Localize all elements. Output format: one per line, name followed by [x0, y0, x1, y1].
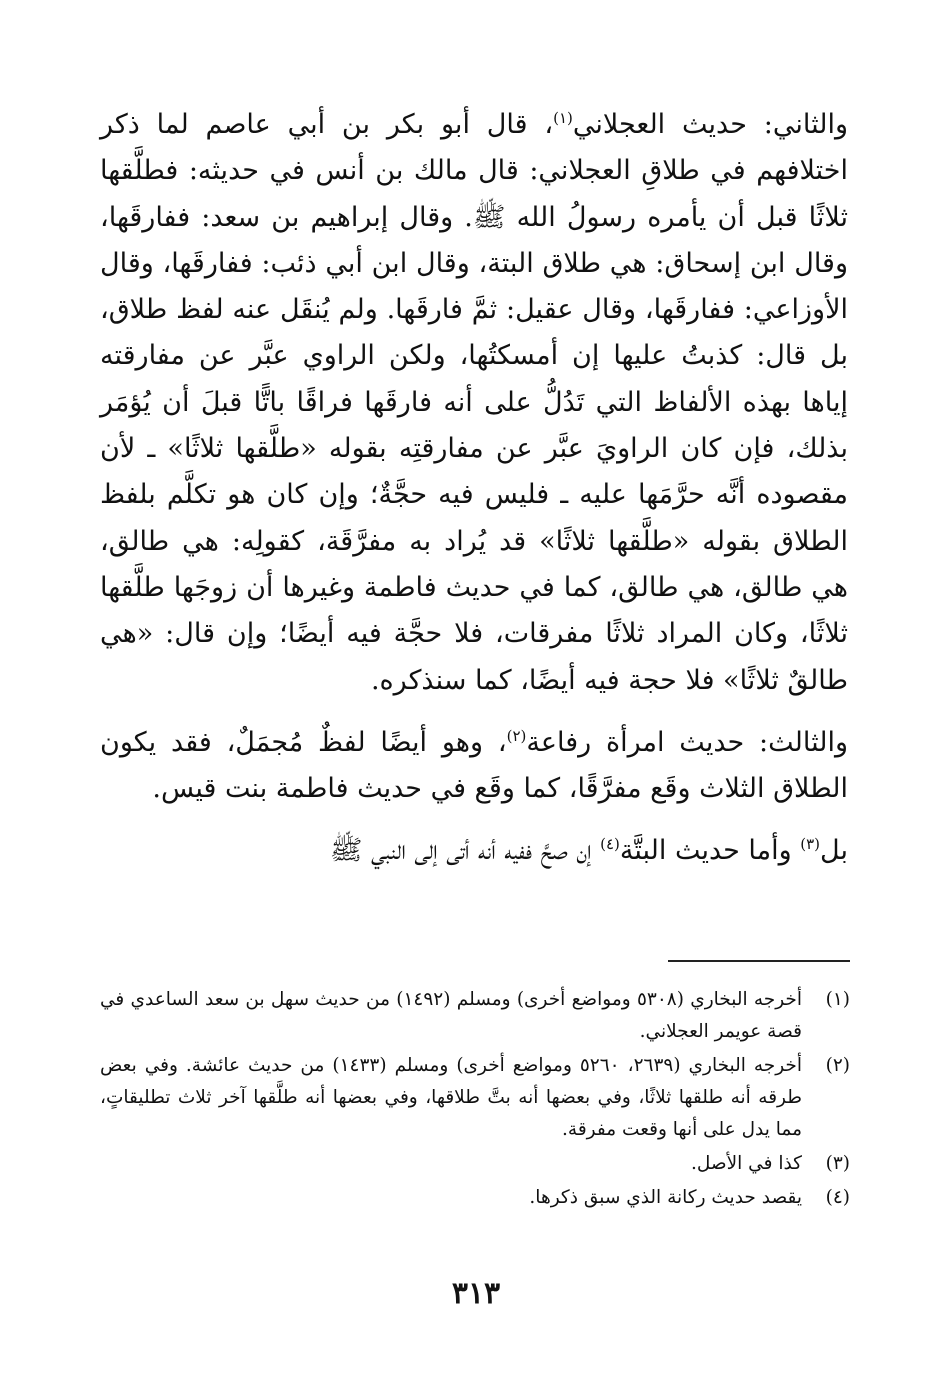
- footnote: [100, 984, 850, 1048]
- footnote-text: كذا في الأصل.: [691, 1153, 802, 1174]
- footnote-separator: [668, 960, 850, 962]
- paragraph-2-rest: ، وهو أيضًا لفظٌ مُجمَلٌ، فقد يكون الطلاق الثلاث وقَع مفرَّقًا، كما وقَع في حديث فاطمة بنت قيس.: [100, 726, 848, 805]
- paragraph-3: [100, 828, 848, 874]
- paragraph-2: [100, 720, 848, 813]
- paragraph-3-rest: إن صحَّ ففيه أنه أتى إلى النبي ﷺ: [329, 835, 601, 867]
- footnote-number: (٢): [825, 1055, 850, 1076]
- footnote-number: (٤): [825, 1187, 850, 1208]
- paragraph-1-rest: ، قال أبو بكر بن أبي عاصم لما ذكر اختلافهم في طلاقِ العجلاني: قال مالك بن أنس في حديثه: فطلَّقها ثلاثًا قبل أن يأمره رسولُ الله ﷺ. وقال إبراهيم بن سعد: ففارقَها، وقال ابن إسحاق: هي طلاق البتة، وقال ابن أبي ذئب: ففارقَها، وقال الأوزاعي: ففارقَها، وقال عقيل: ثمَّ فارقَها. ولم يُنقَل عنه لفظ طلاق، بل قال: كذبتُ عليها إن أمسكتُها، ولكن الراوي عبَّر عن مفارقته إياها بهذه الألفاظ التي تَدُلُّ على أنه فارقَها فراقًا باتًّا قبلَ أن يُؤمَر بذلك، فإن كان الراويَ عبَّر عن مفارقتِه بقوله «طلَّقها ثلاثًا» ـ لأن مقصوده أنَّه حرَّمَها عليه ـ فليس فيه حجَّةٌ؛ وإن كان هو تكلَّم بلفظ الطلاق بقوله «طلَّقها ثلاثًا» قد يُراد به مفرَّقَة، كقولِه: هي طالق، هي طالق، هي طالق، كما في حديث فاطمة وغيرها أن زوجَها طلَّقها ثلاثًا، وكان المراد ثلاثًا مفرقات، فلا حجَّة فيه أيضًا؛ وإن قال: «هي طالقٌ ثلاثًا» فلا حجة فيه أيضًا، كما سنذكره.: [100, 109, 848, 696]
- paragraph-3-mid: وأما حديث البتَّة: [619, 835, 801, 867]
- footnote-text: أخرجه البخاري (٢٦٣٩، ٥٢٦٠ ومواضع أخرى) ومسلم (١٤٣٣) من حديث عائشة. وفي بعض طرقه أنه طلقها ثلاثًا، وفي بعضها أنه بتَّ طلاقها، وفي بعضها أنه طلَّقها آخر ثلاث تطليقاتٍ، مما يدل على أنها وقعت مفرقة.: [100, 1055, 802, 1140]
- footnote-ref-2: (٢): [506, 726, 527, 745]
- paragraph-2-start: والثالث: حديث امرأة رفاعة: [526, 726, 848, 758]
- footnote-ref-4: (٤): [600, 835, 620, 854]
- footnote-text: يقصد حديث ركانة الذي سبق ذكرها.: [529, 1187, 802, 1208]
- footnote-ref-3: (٣): [800, 835, 821, 854]
- footnote-text: أخرجه البخاري (٥٣٠٨ ومواضع أخرى) ومسلم (١٤٩٢) من حديث سهل بن سعد الساعدي في قصة عويمر العجلاني.: [100, 989, 803, 1042]
- footnote: [100, 1182, 850, 1214]
- footnote-number: (٣): [825, 1153, 850, 1174]
- page-number: ٣١٣: [451, 1276, 501, 1311]
- footnote: [100, 1148, 850, 1180]
- footnote: [100, 1050, 850, 1146]
- footnote-number: (١): [825, 989, 850, 1010]
- main-text: [100, 102, 848, 875]
- paragraph-1: [100, 102, 848, 704]
- footnote-ref-1: (١): [553, 109, 573, 127]
- footnotes: [100, 984, 850, 1216]
- paragraph-3-start: بل: [820, 835, 848, 867]
- paragraph-1-start: والثاني: حديث العجلاني: [572, 109, 849, 140]
